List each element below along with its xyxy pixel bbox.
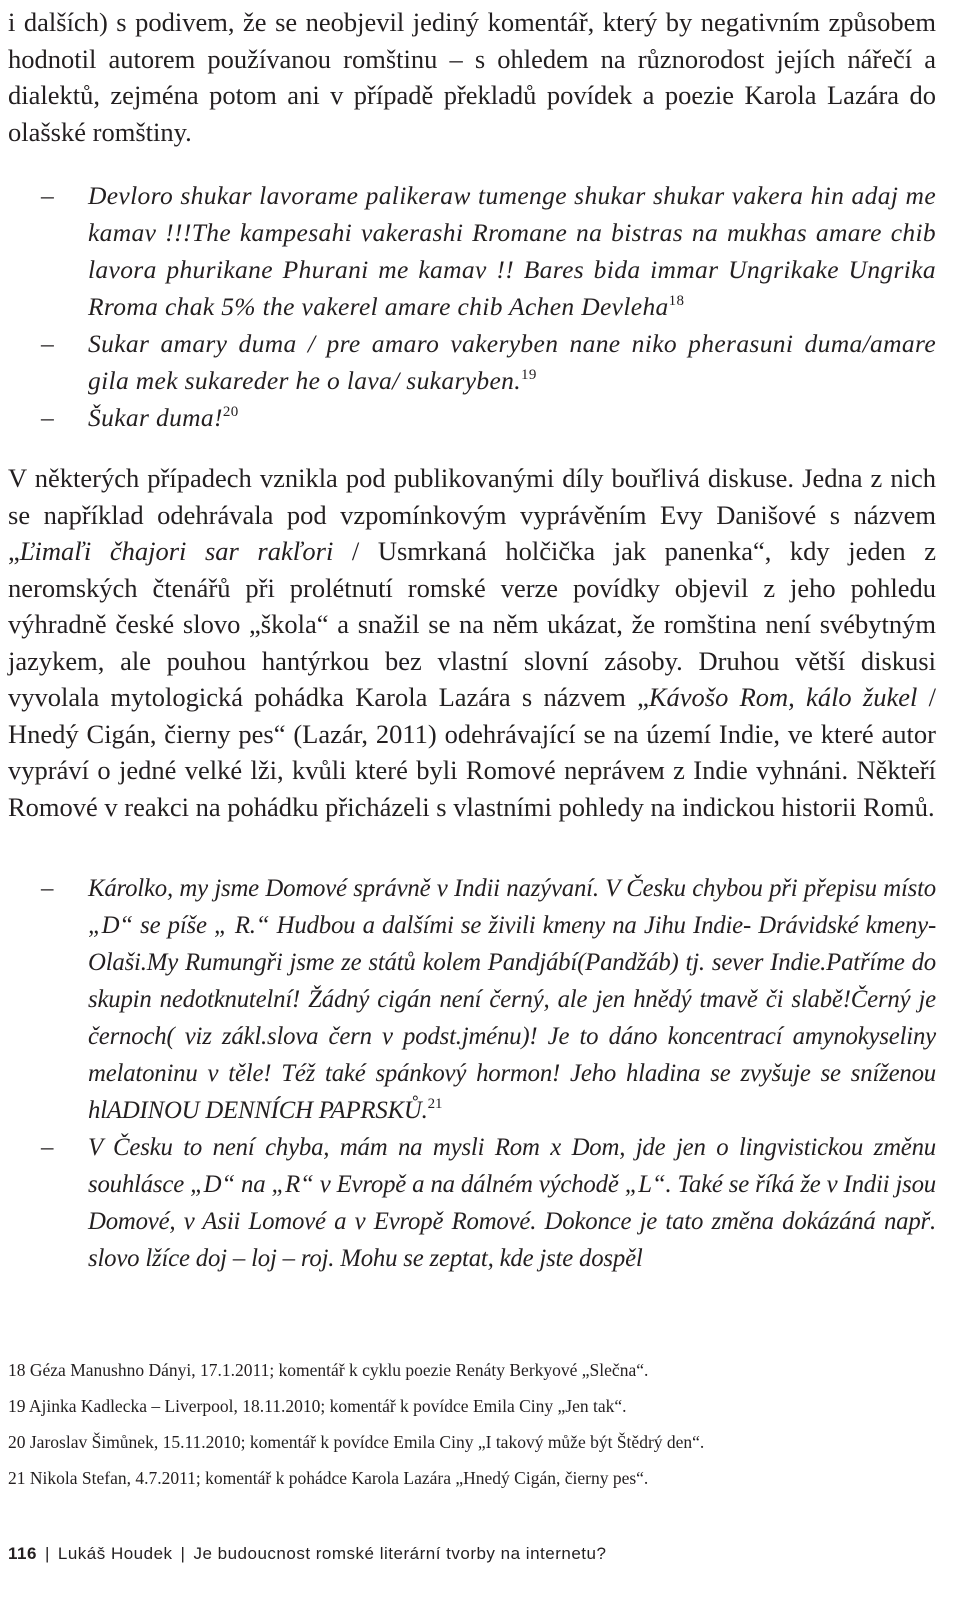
footnote: 21 Nikola Stefan, 4.7.2011; komentář k pohádce Karola Lazára „Hnedý Cigán, čierny pes“.	[8, 1468, 649, 1488]
story-title-italic: Kávošo Rom, kálo žukel	[648, 682, 918, 712]
document-page	[8, 0, 936, 1563]
quote-text: Sukar amary duma / pre amaro vakeryben nane niko pherasuni duma/amare gila mek sukareder he o lava/ sukaryben.	[88, 329, 936, 395]
discussion-paragraph	[8, 460, 936, 825]
quote-text: Šukar duma!	[88, 403, 223, 432]
comment-quote	[8, 399, 936, 436]
comment-quotes-list	[8, 177, 936, 436]
quote-text: Devloro shukar lavorame palikeraw tumenge shukar shukar vakera hin adaj me kamav !!!The kampesahi vakerashi Rromane na bistras na mukhas amare chib lavora phurikane Phurani me kamav !! Bares bida immar Ungrikake Ungrika Rroma chak 5% the vakerel amare chib Achen Devleha	[88, 181, 936, 321]
dash-bullet: –	[41, 1134, 54, 1161]
footnote: 18 Géza Manushno Dányi, 17.1.2011; komentář k cyklu poezie Renáty Berkyové „Slečna“.	[8, 1360, 649, 1380]
paragraph-text: V některých případech vznikla pod publikovanými díly bouřlivá diskuse. Jedna z nich se například odehrávala pod vzpomínkovým vyprávěním Evy Danišové s názvem „	[8, 463, 936, 566]
quote-text: Károlko, my jsme Domové správně v Indii nazývaní. V Česku chybou při přepisu místo „D“ se píše „ R.“ Hudbou a dalšími se živili kmeny na Jihu Indie- Drávidské kmeny-Olaši.My Rumungři jsme ze států kolem Pandjábí(Pandžáb) tj. sever Indie.Patříme do skupin nedotknutelní! Žádný cigán není černý, ale jen hnědý tmavě či slabě!Černý je černoch( viz zákl.slova čern v podst.jménu)! Je to dáno koncentrací amynokyseliny melatoninu v těle! Též také spánkový hormon! Jeho hladina se zvyšuje se sníženou hlADINOU DENNÍCH PAPRSKŮ.	[88, 875, 936, 1124]
page-footer	[8, 1542, 948, 1566]
quote-text: V Česku to není chyba, mám na mysli Rom x Dom, jde jen o lingvistickou změnu souhlásce „D“ na „R“ v Evropě a na dálném východě „L“. Také se říká že v Indii jsou Domové, v Asii Lomové a v Evropě Romové. Dokonce je tato změna dokázáná např. slovo lžíce doj – loj – roj. Mohu se zeptat, kde jste dospěl	[88, 1134, 936, 1272]
footnote-ref[interactable]: 19	[520, 367, 537, 383]
page-number: 116	[8, 1544, 37, 1563]
footnotes	[8, 1352, 936, 1496]
dash-bullet: –	[41, 403, 55, 432]
footnote: 19 Ajinka Kadlecka – Liverpool, 18.11.2010; komentář k povídce Emila Ciny „Jen tak“.	[8, 1396, 627, 1416]
footnote-ref[interactable]: 20	[222, 404, 239, 420]
comment-quote	[8, 177, 936, 325]
dash-bullet: –	[41, 181, 55, 210]
footer-separator: |	[180, 1544, 186, 1563]
paragraph-text: / Usmrkaná holčička jak panenka“, kdy jeden z neromských čtenářů při prolétnutí romské verze povídky objevil z jeho pohledu výhradně české slovo „škola“ a snažil se na něm ukázat, že romština není svébytným jazykem, ale pouhou hantýrkou bez vlastní slovní zásoby. Druhou větší diskusi vyvolala mytologická pohádka Karola Lazára s názvem „	[8, 536, 936, 712]
dash-bullet: –	[41, 875, 54, 902]
footer-separator: |	[44, 1544, 50, 1563]
dash-bullet: –	[41, 329, 55, 358]
footer-author: Lukáš Houdek	[57, 1544, 173, 1563]
footnote-ref[interactable]: 21	[427, 1096, 443, 1112]
comment-quotes-list	[8, 870, 936, 1277]
paragraph-text: / Hnedý Cigán, čierny pes“ (Lazár, 2011) odehrávající se na území Indie, ve které autor vypráví o jedné velké lži, kvůli které byli Romové nepráveм z Indie vyhnáni. Někteří Romové v reakci na pohádku přicházeli s vlastními pohledy na indickou historii Romů.	[8, 682, 936, 822]
footnote: 20 Jaroslav Šimůnek, 15.11.2010; komentář k povídce Emila Ciny „I takový může být Štědrý den“.	[8, 1432, 705, 1452]
comment-quote	[8, 870, 936, 1129]
intro-paragraph: i dalších) s podivem, že se neobjevil jediný komentář, který by negativním způsobem hodnotil autorem používanou romštinu – s ohledem na různorodost jejích nářečí a dialektů, zejména potom ani v případě překladů povídek a poezie Karola Lazára do olašské romštiny.	[8, 7, 936, 147]
comment-quote	[8, 325, 936, 399]
footer-title: Je budoucnost romské literární tvorby na internetu?	[193, 1544, 607, 1563]
footnote-ref[interactable]: 18	[668, 293, 685, 309]
comment-quote	[8, 1129, 936, 1277]
story-title-italic: Ľimaľi čhajori sar rakľori	[19, 536, 334, 566]
